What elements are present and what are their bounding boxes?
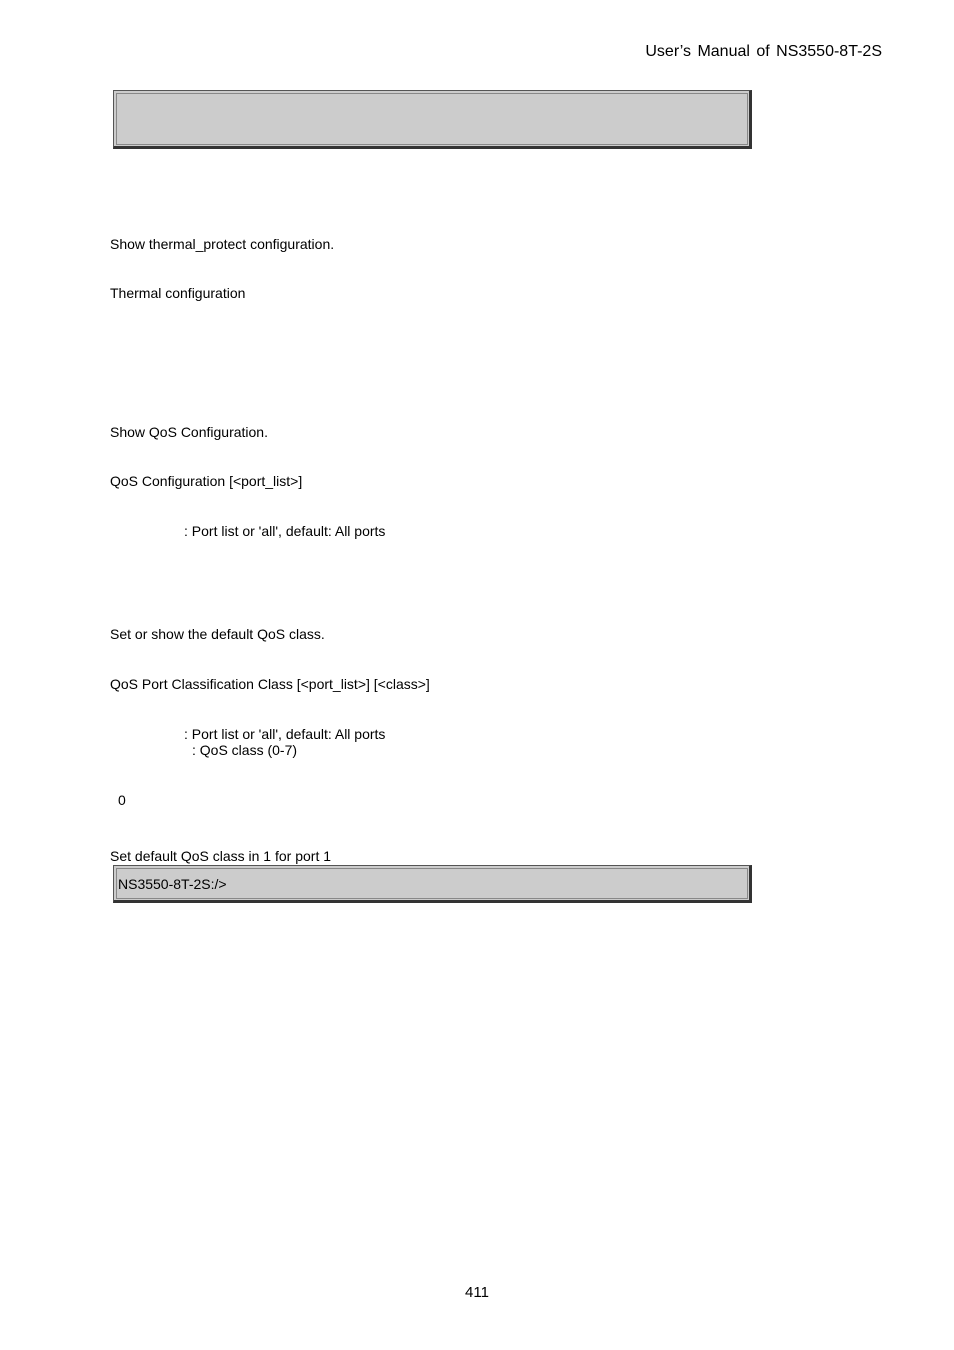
example-command-text: NS3550-8T-2S:/> [118, 876, 227, 892]
qos-class-param-port-list: : Port list or 'all', default: All ports [184, 726, 386, 742]
qos-class-param-class: : QoS class (0-7) [192, 742, 298, 758]
section-title-box [113, 90, 752, 149]
qos-class-example-caption: Set default QoS class in 1 for port 1 [110, 848, 332, 864]
page-number: 411 [465, 1284, 489, 1301]
thermal-syntax: Thermal configuration [110, 285, 246, 301]
qos-class-syntax: QoS Port Classification Class [<port_list>] [<class>] [110, 676, 430, 692]
qos-class-description: Set or show the default QoS class. [110, 626, 325, 642]
qos-config-description: Show QoS Configuration. [110, 424, 268, 440]
qos-config-syntax: QoS Configuration [<port_list>] [110, 473, 303, 489]
example-command-box [113, 865, 752, 903]
qos-config-param-port-list: : Port list or 'all', default: All ports [184, 523, 386, 539]
running-header: User’s Manual of NS3550-8T-2S [645, 43, 882, 60]
qos-class-default-value: 0 [118, 792, 126, 808]
thermal-description: Show thermal_protect configuration. [110, 236, 335, 252]
